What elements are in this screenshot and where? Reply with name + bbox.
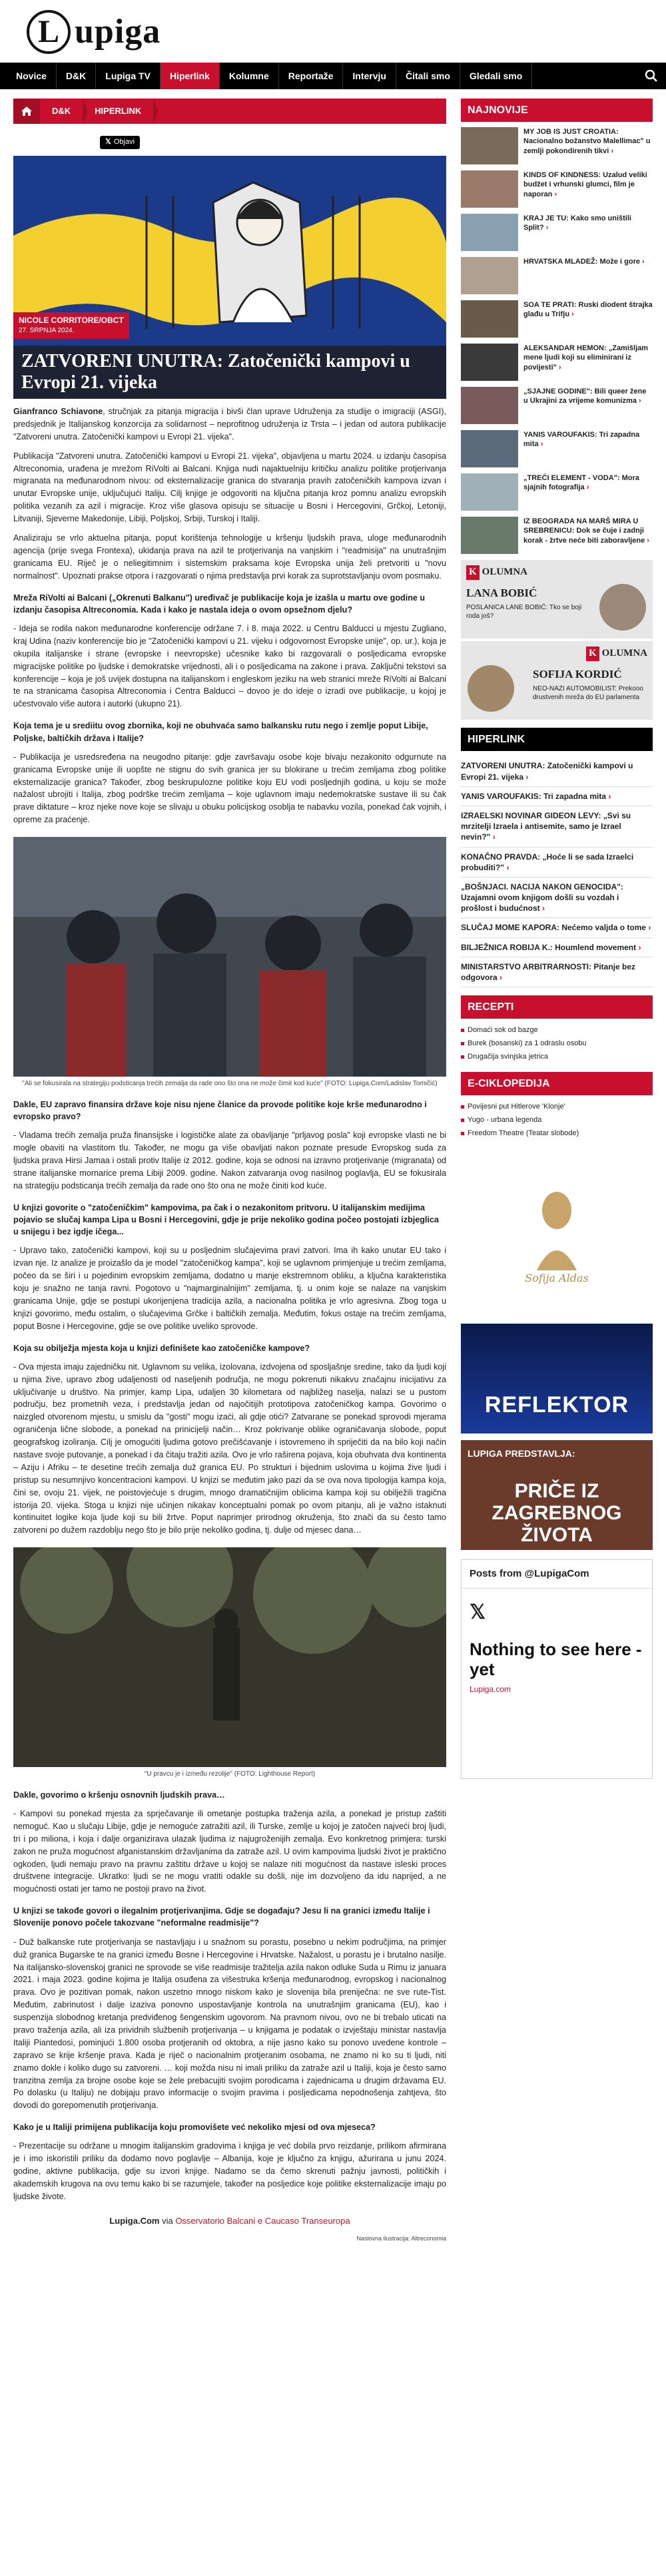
list-item[interactable]: BILJEŽNICA ROBIJA K.: Houmlend movement › bbox=[461, 938, 653, 957]
news-title: „TREĆI ELEMENT - VODA": Mora sjajnih fotografija › bbox=[523, 474, 639, 492]
list-item[interactable]: YANIS VAROUFAKIS: Tri zapadna mita › bbox=[461, 787, 653, 806]
share-button[interactable] bbox=[100, 136, 140, 149]
eciklopedia-list bbox=[461, 1101, 653, 1141]
chevron-right-icon: › bbox=[642, 258, 645, 266]
twitter-link[interactable]: Lupiga.com bbox=[470, 1684, 511, 1694]
twitter-heading: Posts from @LupigaCom bbox=[462, 1560, 652, 1589]
interview-answer: - Vladama trećih zemalja pruža finansijske i logističke alate za obavljanje "prljavog posla" koji evropske vlasti ne bi mogle obaviti na vlastitom tlu. Također, ne mogu ga više obavljati nakon poznate presude Evropskog suda za ljudska prava Hirsi Jamaa i ostali protiv Italije iz 2012. godine, koja se odnosi na izravno protjerivanje (migranata) od strane italijanske mornarice prema Libiji 2009. godine. Nakon zatvaranja ovog nasilnog poglavlja, EU se fokusirala na strategiju podsticanja trećih zemalja da rade ono što ona ne može činiti kod kuće. bbox=[13, 1131, 446, 1190]
x-icon: 𝕏 bbox=[105, 138, 111, 146]
recipes-list bbox=[461, 1024, 653, 1064]
share-label: Objavi bbox=[113, 138, 135, 146]
columnist-name: LANA BOBIĆ bbox=[466, 586, 537, 599]
source-via: via bbox=[159, 2215, 176, 2226]
list-item[interactable] bbox=[461, 300, 653, 338]
thumbnail bbox=[461, 257, 518, 294]
article-paragraph: Publikacija "Zatvoreni unutra. Zatočenički kampovi u Evropi 21. vijeka", objavljena u martu 2024. u izdanju časopisa Altreconomia, urađena je mrežom RiVolti ai Balcani. Knjiga nudi najaktuelniju kritičku analizu politike protjerivanja migranata na međunarodnom nivou: od eksternalizacije granica do stvaranja pravih zatočeničkih kampova izvan i unutar Evropske unije, uključujući Italiju. Cilj knjige je odgovoriti na ključna pitanja kroz pomnu analizu evropskih politika vezanih za azil i migracije. Kroz više glasova opisuju se situacije u Bosni i Hercegovini, Grčkoj, Letoniji, Litvaniji, Sjeverne Makedonije, Libiji, Poljskoj, Srbiji, Turskoj i Italiji. bbox=[13, 451, 446, 524]
logo-letter: L bbox=[27, 10, 71, 54]
chevron-right-icon: › bbox=[525, 772, 529, 782]
thumbnail bbox=[461, 430, 518, 467]
article-paragraph: Analiziraju se vrlo aktuelna pitanja, poput korištenja tehnologije u kršenju ljudskih prava, uloge međunarodnih agencija (prije svega Frontexa), ukidanja prava na azil te protjerivanja na vanjskim i "readmisija" na unutrašnjim granicama EU. Riječ je o neliegitimnim i sistemskim praksama koje Evropska unija želi pretvoriti u "novu normalnost". Upoznati prakse otpora i razgovarati o njima predstavlja prvi korak za suprotstavljanju ovom posmaku. bbox=[13, 533, 446, 581]
nav-item-hiperlink[interactable]: Hiperlink bbox=[161, 63, 220, 89]
logo-text: upiga bbox=[75, 13, 161, 51]
list-item[interactable] bbox=[461, 387, 653, 424]
interview-question: U knjizi se takođe govori o ilegalnim protjerivanjima. Gdje se događaju? Jesu li na granici između Italije i Slovenije ponovo počele takozvane "neformalne readmisije"? bbox=[13, 1906, 430, 1928]
news-title: YANIS VAROUFAKIS: Tri zapadna mita › bbox=[523, 431, 640, 449]
article-title: ZATVORENI UNUTRA: Zatočenički kampovi u Evropi 21. vijeka bbox=[13, 346, 446, 399]
chevron-right-icon: › bbox=[647, 536, 649, 545]
sidebar bbox=[461, 89, 653, 2247]
price-iz-zagreba-ad[interactable] bbox=[461, 1440, 653, 1550]
nav-item-d-k[interactable]: D&K bbox=[57, 63, 96, 89]
banner-signature: Sofija Aldas bbox=[525, 1272, 589, 1285]
interview-question: Koja su obilježja mjesta koja u knjizi definišete kao zatočeničke kampove? bbox=[13, 1343, 310, 1353]
news-title: SOA TE PRATI: Ruski diodent štrajka glađu u Trifju › bbox=[523, 301, 653, 319]
interview-answer: - Prezentacije su održane u mnogim italijanskim gradovima i knjiga je već dobila prvo reizdanje, prilikom afirmirana je i imo iskoristili priliku da dodamo novo poglavlje – Albanija, koje je ključno za knjigu, ažurirana u junu 2024. godine, aktivne publikacija, gdje su izvori knjige. Nadamo se da čemo skrenuti pažnju javnosti, političkih i akademskih krugova na ovu temu kako bi se razumjele, također na posljedice koje politike eksternalizacije imaju po ljudske živote. bbox=[13, 2141, 446, 2202]
list-item[interactable] bbox=[461, 344, 653, 381]
breadcrumb-hiperlink[interactable]: HIPERLINK bbox=[83, 99, 153, 124]
photo-credit: Naslovna ilustracija: Altreconomia bbox=[356, 2234, 446, 2242]
column-title: NEO-NAZI AUTOMOBILIST: Prekooo drustvenih mreža do EU parlamenta bbox=[533, 684, 643, 701]
photo-illustration bbox=[13, 837, 446, 1077]
list-item[interactable]: Burek (bosanski) za 1 odraslu osobu bbox=[461, 1037, 653, 1051]
list-item[interactable]: „BOŠNJACI. NACIJA NAKON GENOCIDA": Uzajamni ovom knjigom došli su vozdah i prošlost i budućnost › bbox=[461, 878, 653, 919]
list-item[interactable]: Freedom Theatre (Teatar slobode) bbox=[461, 1127, 653, 1141]
home-icon[interactable] bbox=[13, 99, 40, 124]
site-logo[interactable] bbox=[27, 7, 639, 57]
eclyclopedia-heading: E-CIKLOPEDIJA bbox=[461, 1072, 653, 1095]
search-icon[interactable] bbox=[645, 69, 658, 83]
nav-item-reportaže[interactable]: Reportaže bbox=[279, 63, 344, 89]
photo-caption: "U pravcu je i između rezolije" (FOTO: Lighthouse Report) bbox=[144, 1770, 316, 1778]
latest-heading: NAJNOVIJE bbox=[461, 99, 653, 122]
thumbnail bbox=[461, 214, 518, 251]
column-label: K OLUMNA bbox=[466, 565, 647, 580]
nav-item-kolumne[interactable]: Kolumne bbox=[220, 63, 279, 89]
breadcrumb-dk[interactable]: D&K bbox=[40, 99, 83, 124]
column-label: K OLUMNA bbox=[466, 646, 647, 661]
x-logo-icon: 𝕏 bbox=[470, 1601, 486, 1623]
twitter-embed bbox=[461, 1559, 653, 1779]
column-box-lana[interactable] bbox=[461, 560, 653, 639]
thumbnail bbox=[461, 473, 518, 511]
news-title: MY JOB IS JUST CROATIA: Nacionalno božanstvo Malellimac" u zemlji pokondirenih tikvi › bbox=[523, 128, 651, 155]
news-title: „SJAJNE GODINE": Bili queer žene u Ukrajini za vrijeme komunizma › bbox=[523, 387, 647, 405]
recipes-heading: RECEPTI bbox=[461, 995, 653, 1019]
interview-question: Koja tema je u srediitu ovog zbornika, koji ne obuhvaća samo balkansku rutu nego i zemlje poput Libije, Poljske, baltičkih država i Italije? bbox=[13, 721, 428, 743]
list-item[interactable] bbox=[461, 473, 653, 511]
list-item[interactable]: KONAČNO PRAVDA: „Hoće li se sada Izraelci probuditi?" › bbox=[461, 848, 653, 878]
ad-subtitle: PRIČE IZ ZAGREBNOG ŽIVOTA bbox=[492, 1480, 622, 1547]
interview-answer: - Duž balkanske rute protjerivanja se nastavljaju i u snažnom su porastu, posebno u nekim područjima, na primjer duž granica Bugarske te na granici između Bosne i Hercegovine i Hrvatske. Nažalost, u porastu je i brutalno nasilje. Na italijansko-slovenskoj granici ne sprovode se više readmisije tražitelja azila nakon odluke Suda u Rimu iz januara 2021. i maja 2023. godine kojima je Italija osuđena za višestruka kršenja međunarodnog, evropskog i nacionalnog prava. Ovo je pozitivan pomak, nakon uszetno mnogo niskom kako je slovenija bila preniječna: ne sve rute-Tist. Međutim, zabrinutost i dalje izaziva ponovno uspostavljanje kontrola na unutrašnjim granicama (EU), kao i suspenzija slobodnog kretanja predviđenog šengenskim ugovorom. Na pravnom nivou, ovo ne bi trebalo uticati na pravo traženja azila, ali iza prividnih službenih protjerivanja – u knjigama je podatak o izvještaju ministar nastavlja Italiji Piantedosi, pominjući 1.800 osoba protjeranih od oktobra, a nije jasno kako su ponovo uvedene kontrole – zapravo se krije kršenje prava. Kada je riječ o nacionalnim protjeranim osobama, ne znamo ni ko su ti ljudi, niti znamo dokle i koliko dugo su zatvoreni. … koji možda nisu ni imali priliku da zatraže azil u Italiji, koja je često samo tranzitna zemlja za brojne osobe koje se žele prebacujiti svojim porodicama i zajednicama u drugim državama EU. Po dolasku (u Italiju) ne dobijaju pravo informacije o svojim pravima i posljedicama nepodnošenja zahtjeva, što dovodi do gorepomenutih protjerivanja. bbox=[13, 1937, 446, 2111]
nav-item-novice[interactable]: Novice bbox=[7, 63, 57, 89]
source-link[interactable]: Osservatorio Balcani e Caucaso Transeuropa bbox=[175, 2215, 350, 2226]
nav-item-čitali-smo[interactable]: Čitali smo bbox=[396, 63, 460, 89]
hiperlink-heading: HIPERLINK bbox=[461, 728, 653, 751]
list-item[interactable]: MINISTARSTVO ARBITRARNOSTI: Pitanje bez odgovora › bbox=[461, 957, 653, 987]
chevron-right-icon: › bbox=[542, 903, 545, 913]
list-item[interactable]: Povijesni put Hitlerove 'Klonje' bbox=[461, 1101, 653, 1114]
list-item[interactable]: IZRAELSKI NOVINAR GIDEON LEVY: „Svi su mrzitelji Izraela i antisemite, samo je Izrael nevin?" › bbox=[461, 806, 653, 848]
interview-question: Kako je u Italiji primijena publikacija koju promovišete već nekoliko mjesi od ova mjeseca? bbox=[13, 2123, 376, 2133]
thumbnail bbox=[461, 127, 518, 164]
list-item[interactable] bbox=[461, 127, 653, 164]
chevron-right-icon: › bbox=[558, 363, 561, 372]
chevron-right-icon: › bbox=[648, 923, 651, 933]
article-source bbox=[13, 2215, 446, 2228]
news-title: KRAJ JE TU: Kako smo uništili Split? › bbox=[523, 214, 631, 232]
interview-answer: - Ova mjesta imaju zajedničku nit. Uglavnom su velika, izolovana, izdvojena od sposljašnje sredine, tako da ljudi koji u njima žive, upravo zbog udaljenosti od naseljenih područja, ne mogu pokrenuti nikakvu značajnu inicijativu za uključivanje u društvo. Na primjer, kamp Lipa, udaljen 30 kilometara od najbližeg naselja, nalazi se u pustom području, bez prometnih veza, i predstavlja jedan od najočitijih prototipova zatočeničkog kampa. Govorimo o naizgled otvorenom mjestu, u smislu da "gosti" mogu izaći, ali gdje otići? Zatvarane se ponekad sprovodi mjerama ograničenja lične slobode, a ponekad na prinicijelji način… Kroz pokrivanje oblike ograničavanja slobode, poput geografskog izoliranja. Cilj je omogućiti ljudima gotovo prečišćavanje i istovremeno ih spriječiti da na bilo koji način nastave svoje putovanje, a ponekad i da čitaju tražiti azila. Ovo je vrlo raširena pojava, koja obuhvata dva kontinenta – Aziju i Afriku – te desetine trećih zemalja duž granica EU. Po strukturi i bijednim uslovima u kojima žive ljudi i pristup su nesumnjivo koncentracioni kampovi. U knjizi se međutim jako pazi da se ova nova tipologija kampa koja, čini se, ovoju 21. vijek, ne poistovjećuje s drugim, mnogo dramatičnijim oblicima kampa koji su obilježili tragična istorija 20. vijeka. Stoga u knjizi nije učinjen nikakav konceptualni pomak po ovom pitanju, ali je važno istaknuti kontinuitet logike koja ljude koji su bili žrtve. Poput naprimjer prirodnog okruženja, što znači da su često tamo zatvoreni po dužem razdoblju nego što je bilo prije nekoliko godina, tj. dulje od mjesec dana… bbox=[13, 1362, 446, 1535]
interview-question: Dakle, EU zapravo finansira države koje nisu njene članice da provode politike koje krše međunarodno i evropsko pravo? bbox=[13, 1099, 427, 1121]
sofija-aldas-banner[interactable] bbox=[461, 1150, 653, 1320]
list-item[interactable]: Domaći sok od bazge bbox=[461, 1024, 653, 1037]
list-item[interactable]: Yugo - urbana legenda bbox=[461, 1114, 653, 1127]
lead-name: Gianfranco Schiavone bbox=[13, 406, 103, 416]
thumbnail bbox=[461, 170, 518, 208]
reflektor-ad[interactable]: REFLEKTOR bbox=[461, 1324, 653, 1433]
photo-illustration bbox=[13, 1547, 446, 1767]
interview-answer: - Ideja se rodila nakon međunarodne konferencije održane 7. i 8. maja 2022. u Centru Balducci u mjestu Zugliano, kraj Udina (naziv konferencije bio je "Zatočenički kampovi u 21. vijeku i odgovornost Evropske unije", op. ur.), koja je okupila italijanske i strane (evropske i neevropske) učesnike kako bi razgovarali o posljedicama evropske migracijske politike po ljudske i demokratske vrijednosti, ali i o posljedicama na zakone i prava. Zaključni tekstovi sa konferencije – koja je još uvijek dostupna na italijanskom i engleskom jeziku na web stranici mreže RiVolti ai Balcani te na stranicama časopisa Altreconomia i Centra Balducci – dovoo je do ideje o izradi ove publikacije, u kojoj je učestvovalo više autora i autorki (ukupno 21). bbox=[13, 624, 446, 709]
author-badge[interactable] bbox=[13, 312, 129, 339]
main-nav bbox=[0, 63, 666, 89]
list-item[interactable] bbox=[461, 170, 653, 208]
author-name: NICOLE CORRITORE/OBCT bbox=[19, 316, 124, 326]
header bbox=[0, 0, 666, 63]
thumbnail bbox=[461, 387, 518, 424]
thumbnail bbox=[461, 517, 518, 554]
twitter-empty-message: Nothing to see here - yet bbox=[470, 1639, 642, 1680]
interview-answer: - Upravo tako, zatočenički kampovi, koji su u posljednim slučajevima pravi zatvori. Ima ih kako unutar EU tako i izvan nje. Iz analize je proizašlo da je model "zatočeničkog kampa", koji se uglavnom primjenjuje u trećim zemljama, počeo da se širi i u pojedinim evropskim zemljama, dodatno u manje ekstremnom obliku, a ključna karakteristika koju je snažno ne tanja ravni. Pogotovo u "najmarginalnijim" zemljama, tj. u onim koje se nalaze na vanjskim granicama Unije, gdje se postupi ukorijenjena tradicija azila, a nacionalna politika je vrlo agresivna. Zbog toga u knjizi govorimo, među ostalim, o slučajevima Grčke i baltičkih zemalja. Međutim, fokus ostaje na trećim zemljama, poput Bosne i Hercegovine, gdje se ove politike uveliko sprovode. bbox=[13, 1246, 446, 1331]
source-site: Lupiga.Com bbox=[109, 2215, 160, 2226]
chevron-right-icon: › bbox=[586, 483, 589, 492]
list-item[interactable]: Drugačija svinjska jetrica bbox=[461, 1051, 653, 1064]
interview-question: Dakle, govorimo o kršenju osnovnih ljudskih prava… bbox=[13, 1790, 225, 1800]
chevron-right-icon: › bbox=[540, 440, 543, 449]
nav-item-lupiga-tv[interactable]: Lupiga TV bbox=[96, 63, 161, 89]
news-title: ALEKSANDAR HEMON: „Zamišljam mene ljudi koji su eliminirani iz povijesti" › bbox=[523, 344, 649, 372]
chevron-right-icon: › bbox=[500, 973, 503, 982]
nav-item-gledali-smo[interactable]: Gledali smo bbox=[460, 63, 532, 89]
columnist-name: SOFIJA KORDIĆ bbox=[533, 667, 622, 680]
latest-list bbox=[461, 127, 653, 554]
chevron-right-icon: › bbox=[639, 397, 641, 405]
column-title: POSLANICA LANE BOBIĆ: Tko se boji roda još? bbox=[466, 603, 582, 620]
interview-answer: - Kampovi su ponekad mjesta za sprječavanje ili ometanje postupka traženja azila, a ponekad je pristup zaštiti nemoguć. Kao u slučaju Libije, gdje je nemoguće zatražiti azil, ili Turske, zemlje u kojoj je zatočen najveći broj ljudi, tri i po miliona, i koja i dalje organizirava ulazak ljudima iz najugroženijih zemalja. Evo konkretnog primjera: turski zakon ne pruža mogućnost afganistanskim državljanima da zatraže azil. U ovim kampovima ljudski život je praktično ogkoden, ljudi nemaju pravo na pravnu zaštitu države u kojoj se nalaze niti mogućnost da nastave isleski proces društvene integracije. Ukratko: ljudi se ne mogu vratiti odakle su došli, nije im dozvoljeno da idu naprijed, a ne mogućnosti ostati jer tamo ne postoji pravo na život. bbox=[13, 1809, 446, 1894]
avatar bbox=[599, 584, 646, 631]
ad-title: LUPIGA PREDSTAVLJA: bbox=[468, 1448, 575, 1459]
interview-question: U knjizi govorite o "zatočeničkim" kampovima, pa čak i o nezakonitom pritvoru. U italijanskim medijima pojavio se slučaj kampa Lipa u Bosni i Hercegovini, gdje je prije nekoliko godina počeo postojati izbjeglica u snijegu i bez igdje ičega... bbox=[13, 1202, 439, 1237]
chevron-right-icon: › bbox=[608, 791, 611, 801]
publish-date: 27. SRPNJA 2024. bbox=[19, 327, 75, 335]
article-photo-migrants bbox=[13, 837, 446, 1077]
news-title: HRVATSKA MLADEŽ: Može i gore › bbox=[523, 258, 645, 266]
lead-text: , stručnjak za pitanja migracija i bivši član upravе Udruženja za studije o imigraciji (ASGI), predsjednik je Italijanskog konzorcija za solidarnost – neprofitnog udruženja iz Trsta – i jedan od autora publikacije "Zatvoreni unutra. Zatočenički kampovi u Evropi 21. vijeka". bbox=[13, 406, 446, 441]
article-lead bbox=[13, 405, 446, 443]
list-item[interactable] bbox=[461, 214, 653, 251]
hero-image bbox=[13, 156, 446, 399]
list-item[interactable]: SLUČAJ MOME KAPORA: Nećemo valjda o tome › bbox=[461, 918, 653, 937]
list-item[interactable] bbox=[461, 517, 653, 554]
chevron-right-icon: › bbox=[545, 224, 549, 232]
column-box-sofija[interactable] bbox=[461, 641, 653, 720]
interview-question: Mreža RiVolti ai Balcani („Okrenuti Balkanu") uređivač je publikacije koja je izašla u martu ove godine u izdanju časopisa Altreconomia. Kada i kako je nastala ideja o ovom opsežnom djelu? bbox=[13, 593, 426, 615]
list-item[interactable] bbox=[461, 430, 653, 467]
chevron-right-icon: › bbox=[611, 146, 614, 155]
thumbnail bbox=[461, 300, 518, 338]
photo-caption: "Ali se fokusirala na strategiju podsticanja trećih zemalja da rade ono što ona ne može čimit kod kuće" (FOTO: Lupiga.Com/Ladislav Tomičić) bbox=[22, 1080, 438, 1088]
avatar bbox=[468, 665, 514, 712]
interview-answer: - Publikacija je usredsređena na neugodno pitanje: gdje završavaju osobe koje bivaju nezakonito odgurnute na granicama Evropske unije ili uopšte ne stignu do svih granica jer su blokirane u trećim zemljama zbog politike eksternalizacije granica? Također, zbog beskrupulozne politike koju EU vodi posljednjih godina, u koju se može nažalost ubrojiti i Italija, zbog podrške trećim zemljama – koje uglavnom imaju nedemokratske sustave ili su čak prave diktature – kroz njeke nove koje se slivaju u obuku policijskog osoblja te nabavku vozila, ponekad čak vojnih, i opreme za praćenje. bbox=[13, 752, 446, 825]
news-title: KINDS OF KINDNESS: Uzalud veliki budžet i vrhunski glumci, film je naporan › bbox=[523, 171, 647, 198]
list-item[interactable]: ZATVORENI UNUTRA: Zatočenički kampovi u Evropi 21. vijeka › bbox=[461, 756, 653, 786]
hiperlink-list bbox=[461, 756, 653, 987]
article-photo-forest bbox=[13, 1547, 446, 1767]
chevron-right-icon: › bbox=[571, 310, 574, 319]
nav-item-intervju[interactable]: Intervju bbox=[343, 63, 396, 89]
thumbnail bbox=[461, 344, 518, 381]
list-item[interactable] bbox=[461, 257, 653, 294]
portrait-icon bbox=[530, 1184, 583, 1270]
chevron-right-icon: › bbox=[554, 190, 557, 198]
chevron-right-icon: › bbox=[638, 942, 641, 952]
article-column bbox=[13, 89, 446, 2247]
chevron-right-icon: › bbox=[506, 862, 509, 872]
breadcrumb bbox=[13, 99, 446, 124]
news-title: IZ BEOGRADA NA MARŠ MIRA U SREBRENICU: Dok se čuje i zadnji korak - žrtve neće biti zaboravljene › bbox=[523, 517, 649, 545]
chevron-right-icon: › bbox=[492, 832, 496, 842]
